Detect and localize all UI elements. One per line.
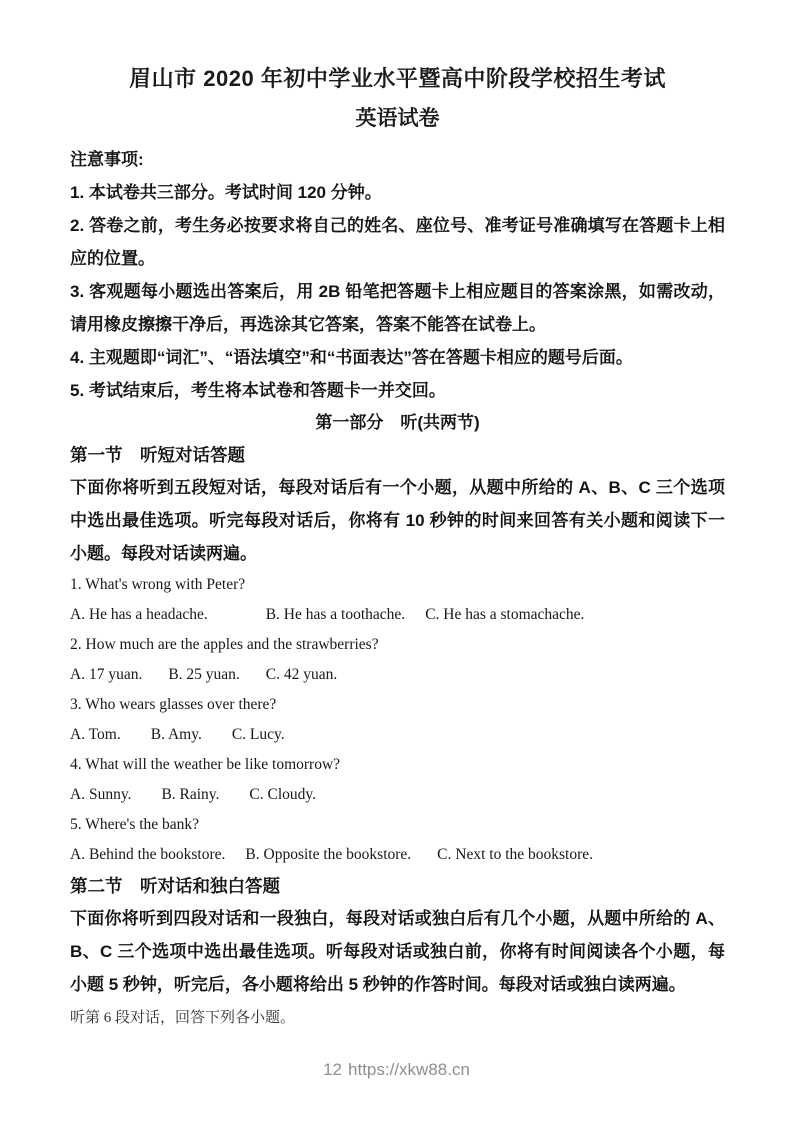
notice-item-1: 1. 本试卷共三部分。考试时间 120 分钟。 [70, 183, 382, 202]
option-b: B. 25 yuan. [168, 666, 240, 683]
page-subtitle: 英语试卷 [355, 107, 440, 130]
part1-heading: 第一部分 听(共两节) [315, 413, 480, 432]
option-b: B. He has a toothache. [265, 606, 406, 623]
question-text: 5. Where's the bank? [70, 816, 200, 833]
option-b: B. Rainy. [161, 786, 220, 803]
page-number: 12 [323, 1060, 343, 1079]
option-b: B. Amy. [150, 726, 202, 743]
footer-url: https://xkw88.cn [348, 1060, 470, 1079]
option-c: C. He has a stomachache. [425, 606, 585, 623]
section2-instructions: 下面你将听到四段对话和一段独白，每段对话或独白后有几个小题，从题中所给的 A、B、C 三个选项中选出最佳选项。听每段对话或独白前，你将有时间阅读各个小题，每小题 5 秒钟，听完后，各小题将给出 5 秒钟的作答时间。每段对话或独白读两遍。 [70, 909, 725, 994]
question-options [70, 660, 725, 690]
notice-section [70, 143, 725, 407]
section1-heading: 第一节 听短对话答题 [70, 445, 245, 465]
section2-note: 听第 6 段对话，回答下列各小题。 [70, 1010, 296, 1026]
question-3 [70, 690, 725, 750]
question-4 [70, 750, 725, 810]
question-1 [70, 570, 725, 630]
option-c: C. Cloudy. [249, 786, 317, 803]
notice-heading: 注意事项: [70, 150, 144, 169]
question-options [70, 840, 725, 870]
question-text: 2. How much are the apples and the strawberries? [70, 636, 379, 653]
option-a: A. He has a headache. [70, 606, 208, 623]
question-2 [70, 630, 725, 690]
option-a: A. Sunny. [70, 786, 132, 803]
option-a: A. 17 yuan. [70, 666, 143, 683]
option-b: B. Opposite the bookstore. [245, 846, 412, 863]
option-c: C. Lucy. [231, 726, 285, 743]
notice-item-2: 2. 答卷之前，考生务必按要求将自己的姓名、座位号、准考证号准确填写在答题卡上相应的位置。 [70, 216, 725, 268]
notice-item-3: 3. 客观题每小题选出答案后，用 2B 铅笔把答题卡上相应题目的答案涂黑，如需改动，请用橡皮擦擦干净后，再选涂其它答案，答案不能答在试卷上。 [70, 282, 725, 334]
section2-heading: 第二节 听对话和独白答题 [70, 876, 280, 896]
page-footer [0, 1060, 793, 1080]
option-a: A. Behind the bookstore. [70, 846, 226, 863]
notice-item-4: 4. 主观题即“词汇”、“语法填空”和“书面表达”答在答题卡相应的题号后面。 [70, 348, 633, 367]
section1-instructions: 下面你将听到五段短对话，每段对话后有一个小题，从题中所给的 A、B、C 三个选项中选出最佳选项。听完每段对话后，你将有 10 秒钟的时间来回答有关小题和阅读下一小题。每段对话读两遍。 [70, 478, 725, 563]
question-text: 3. Who wears glasses over there? [70, 696, 277, 713]
question-options [70, 780, 725, 810]
question-options [70, 720, 725, 750]
option-c: C. 42 yuan. [265, 666, 338, 683]
option-c: C. Next to the bookstore. [437, 846, 594, 863]
option-a: A. Tom. [70, 726, 121, 743]
page-title: 眉山市 2020 年初中学业水平暨高中阶段学校招生考试 [129, 66, 666, 91]
question-list [70, 570, 725, 870]
question-text: 1. What's wrong with Peter? [70, 576, 246, 593]
question-text: 4. What will the weather be like tomorrow? [70, 756, 341, 773]
question-5 [70, 810, 725, 870]
notice-item-5: 5. 考试结束后，考生将本试卷和答题卡一并交回。 [70, 381, 446, 400]
question-options [70, 600, 725, 630]
